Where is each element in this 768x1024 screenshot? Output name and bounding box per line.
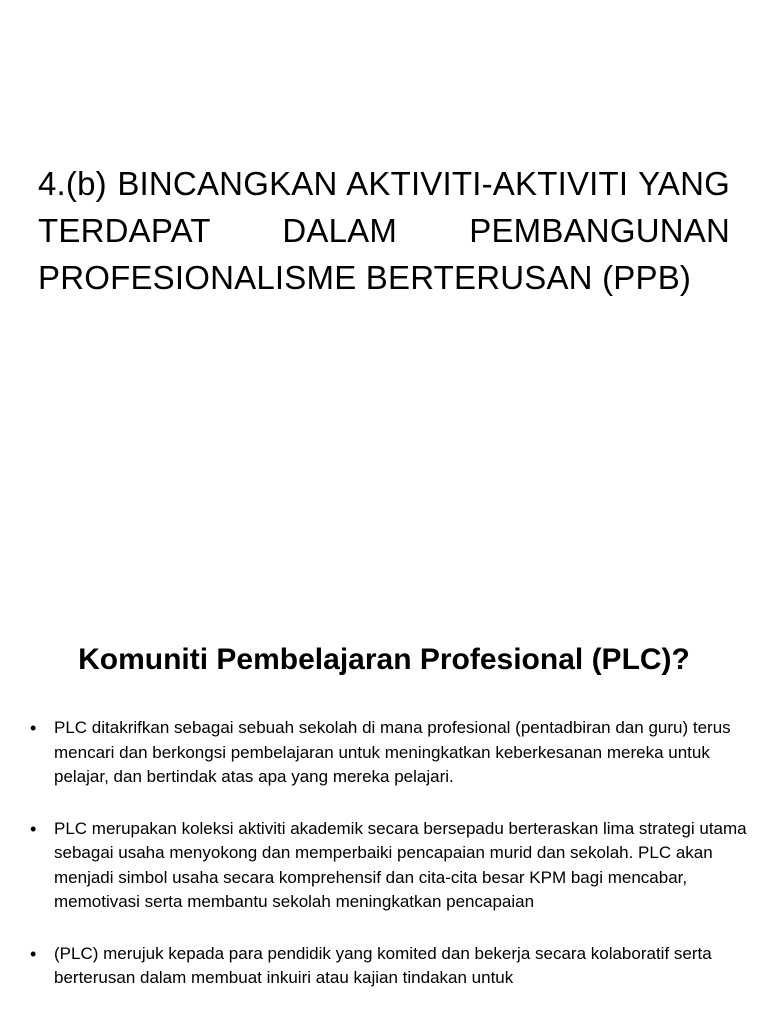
bullet-item-1 bbox=[30, 716, 748, 790]
bullet-item-2 bbox=[30, 817, 748, 915]
bullet-text-1: PLC ditakrifkan sebagai sebuah sekolah di mana profesional (pentadbiran dan guru) terus mencari dan berkongsi pembelajaran untuk meningkatkan keberkesanan mereka untuk pelajar, dan bertindak atas apa yang mereka pelajari. bbox=[54, 718, 731, 786]
bullet-item-3 bbox=[30, 942, 748, 991]
bullet-text-3: (PLC) merujuk kepada para pendidik yang komited dan bekerja secara kolaboratif serta berterusan dalam membuat inkuiri atau kajian tindakan untuk bbox=[54, 943, 712, 987]
bullet-list bbox=[30, 716, 748, 1018]
slide-2 bbox=[0, 576, 768, 1024]
slide-2-title: Komuniti Pembelajaran Profesional (PLC)? bbox=[78, 643, 690, 676]
bullet-icon: • bbox=[30, 943, 37, 964]
bullet-icon: • bbox=[30, 718, 37, 738]
slide-1-title: 4.(b) BINCANGKAN AKTIVITI-AKTIVITI YANG TERDAPAT DALAM PEMBANGUNAN PROFESIONALISME BERTERUSAN (PPB) bbox=[38, 165, 730, 296]
bullet-text-2: PLC merupakan koleksi aktiviti akademik secara bersepadu berteraskan lima strategi utama sebagai usaha menyokong dan memperbaiki pencapaian murid dan sekolah. PLC akan menjadi simbol usaha secara komprehensif dan cita-cita besar KPM bagi mencabar, memotivasi serta membantu sekolah meningkatkan pencapaian bbox=[54, 818, 747, 911]
bullet-icon: • bbox=[30, 818, 37, 839]
